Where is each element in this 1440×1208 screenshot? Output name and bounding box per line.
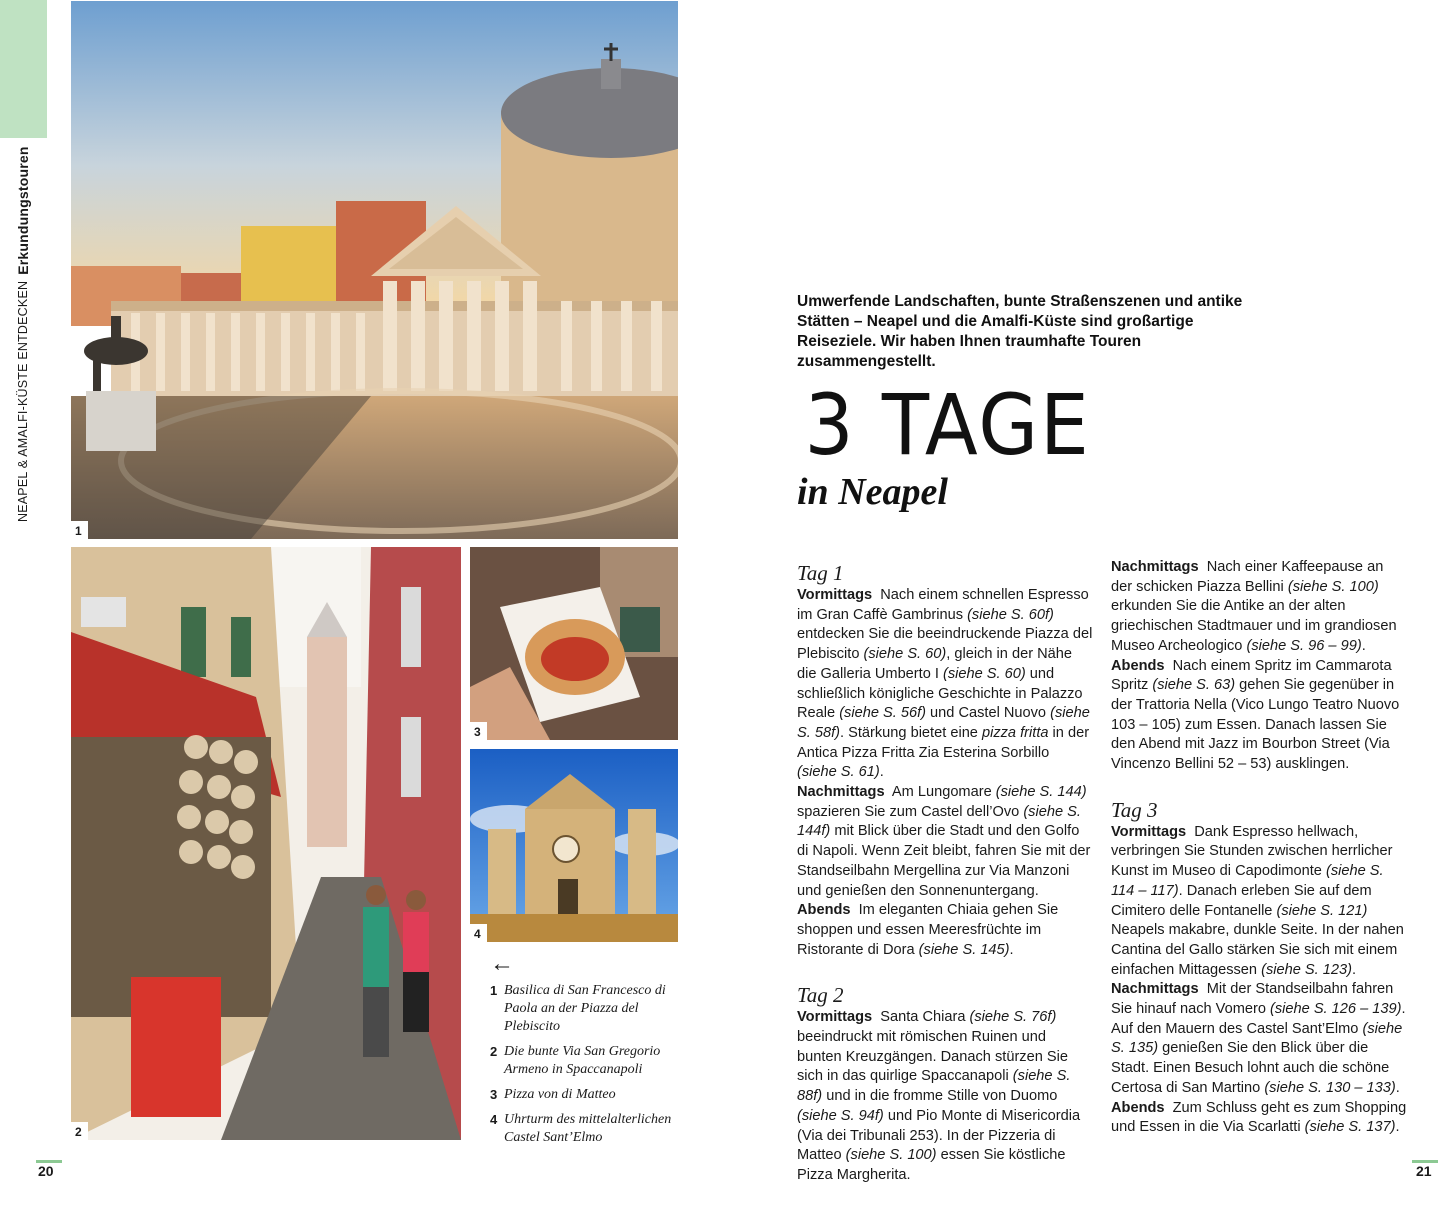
caption-text: Die bunte Via San Gregorio Armeno in Spaccanapoli <box>504 1044 661 1077</box>
street-photo-illustration <box>71 547 461 1140</box>
day-2-continued <box>1111 558 1407 775</box>
caption-number: 1 <box>490 983 498 998</box>
page-subtitle: in Neapel <box>797 471 948 513</box>
caption-item <box>490 1043 678 1079</box>
basilica-photo <box>71 1 678 539</box>
pizza-photo-illustration <box>470 547 678 740</box>
photo-number-3: 3 <box>470 722 487 740</box>
page-number-left: 20 <box>38 1163 54 1179</box>
day-1-heading: Tag 1 <box>797 561 844 585</box>
basilica-photo-illustration <box>71 1 678 539</box>
photo-number-4: 4 <box>470 924 487 942</box>
day-2-block <box>797 982 1093 1185</box>
text-column-left <box>797 558 1093 1208</box>
caption-number: 4 <box>490 1112 498 1127</box>
photo-number-2: 2 <box>71 1122 88 1140</box>
arrow-left-icon: ← <box>490 950 514 977</box>
photo-number-1: 1 <box>71 521 88 539</box>
day-2-heading: Tag 2 <box>797 983 844 1008</box>
day-3-morning: Vormittags Dank Espresso hellwach, verbringen Sie Stunden zwischen herrlicher Kunst im Museo di Capodimonte (siehe S. 114 – 117). Danach erleben Sie auf dem Cimitero delle Fontanelle (siehe S. 121) Neapels makabre, dunkle Seite. In der nahen Cantina del Gallo stärken Sie sich mit einem einfachen Mittagessen (siehe S. 123). <box>1111 823 1404 978</box>
day-2-evening: Abends Nach einem Spritz im Cammarota Spritz (siehe S. 63) gehen Sie gegenüber in der Trattoria Nella (Vico Lungo Teatro Nuovo 103 – 105) zum Essen. Danach lassen Sie den Abend mit Jazz im Bourbon Street (Via Vincenzo Bellini 52 – 53) ausklingen. <box>1111 657 1400 773</box>
day-3-block <box>1111 797 1407 1138</box>
caption-item <box>490 982 678 1036</box>
running-header <box>8 142 38 522</box>
page-title <box>792 372 1103 475</box>
caption-text: Pizza von di Matteo <box>504 1087 616 1102</box>
clocktower-photo <box>470 749 678 942</box>
page-number-right: 21 <box>1416 1163 1432 1179</box>
running-header-chapter: Erkundungstouren <box>15 146 31 275</box>
running-header-section: NEAPEL & AMALFI-KÜSTE ENTDECKEN <box>16 280 30 522</box>
day-3-heading: Tag 3 <box>1111 797 1158 822</box>
day-2-morning: Vormittags Santa Chiara (siehe S. 76f) beeindruckt mit römischen Ruinen und bunten Kreuzgängen. Danach stürzen Sie sich in das quirlige Spaccanapoli (siehe S. 88f) und in die fromme Stille von Duomo (siehe S. 94f) und Pio Monte di Misericordia (Via dei Tribunali 253). In der Pizzeria di Matteo (siehe S. 100) essen Sie köstliche Pizza Margherita. <box>797 1009 1081 1183</box>
clocktower-photo-illustration <box>470 749 678 942</box>
caption-number: 2 <box>490 1044 498 1059</box>
caption-number: 3 <box>490 1087 498 1102</box>
caption-item <box>490 1086 678 1104</box>
caption-item <box>490 1111 678 1147</box>
photo-captions <box>490 982 678 1154</box>
day-1-afternoon: Nachmittags Am Lungomare (siehe S. 144) spazieren Sie zum Castel dell’Ovo (siehe S. 144f) mit Blick über die Stadt und den Golfo di Napoli. Wenn Zeit bleibt, fahren Sie mit der Standseilbahn Mergellina zur Via Manzoni und genießen den Sonnenuntergang. <box>797 784 1091 899</box>
day-1-evening: Abends Im eleganten Chiaia gehen Sie shoppen und essen Meeresfrüchte im Ristorante di Dora (siehe S. 145). <box>797 902 1059 958</box>
day-3-afternoon: Nachmittags Mit der Standseilbahn fahren Sie hinauf nach Vomero (siehe S. 126 – 139). Auf den Mauern des Castel Sant’Elmo (siehe S. 135) genießen Sie den Blick über die Stadt. Einen Besuch lohnt auch die schöne Certosa di San Martino (siehe S. 130 – 133). <box>1111 981 1406 1096</box>
pizza-photo <box>470 547 678 740</box>
page-title-text: 3 TAGE <box>804 376 1091 474</box>
day-1-block <box>797 560 1093 960</box>
day-2-afternoon: Nachmittags Nach einer Kaffeepause an der schicken Piazza Bellini (siehe S. 100) erkunden Sie die Antike an der alten griechischen Stadtmauer und im grandiosen Museo Archeologico (siehe S. 96 – 99). <box>1111 559 1397 654</box>
caption-text: Basilica di San Francesco di Paola an der Piazza del Plebiscito <box>504 983 666 1034</box>
caption-text: Uhrturm des mittelalterlichen Castel Sant’Elmo <box>504 1112 672 1145</box>
text-column-right <box>1111 558 1407 1160</box>
day-1-morning: Vormittags Nach einem schnellen Espresso im Gran Caffè Gambrinus (siehe S. 60f) entdecken Sie die beeindruckende Piazza del Plebiscito (siehe S. 60), gleich in der Nähe die Galleria Umberto I (siehe S. 60) und schließlich königliche Geschichte in Palazzo Reale (siehe S. 56f) und Castel Nuovo (siehe S. 58f). Stärkung bietet eine pizza fritta in der Antica Pizza Fritta Zia Esterina Sorbillo (siehe S. 61). <box>797 587 1093 781</box>
day-3-evening: Abends Zum Schluss geht es zum Shopping und Essen in die Via Scarlatti (siehe S. 137). <box>1111 1099 1407 1136</box>
intro-text: Umwerfende Landschaften, bunte Straßenszenen und antike Stätten – Neapel und die Amalfi-Küste sind großartige Reiseziele. Wir haben Ihnen traumhafte Touren zusammengestellt. <box>797 293 1243 370</box>
section-color-tab <box>0 0 47 138</box>
street-photo <box>71 547 461 1140</box>
